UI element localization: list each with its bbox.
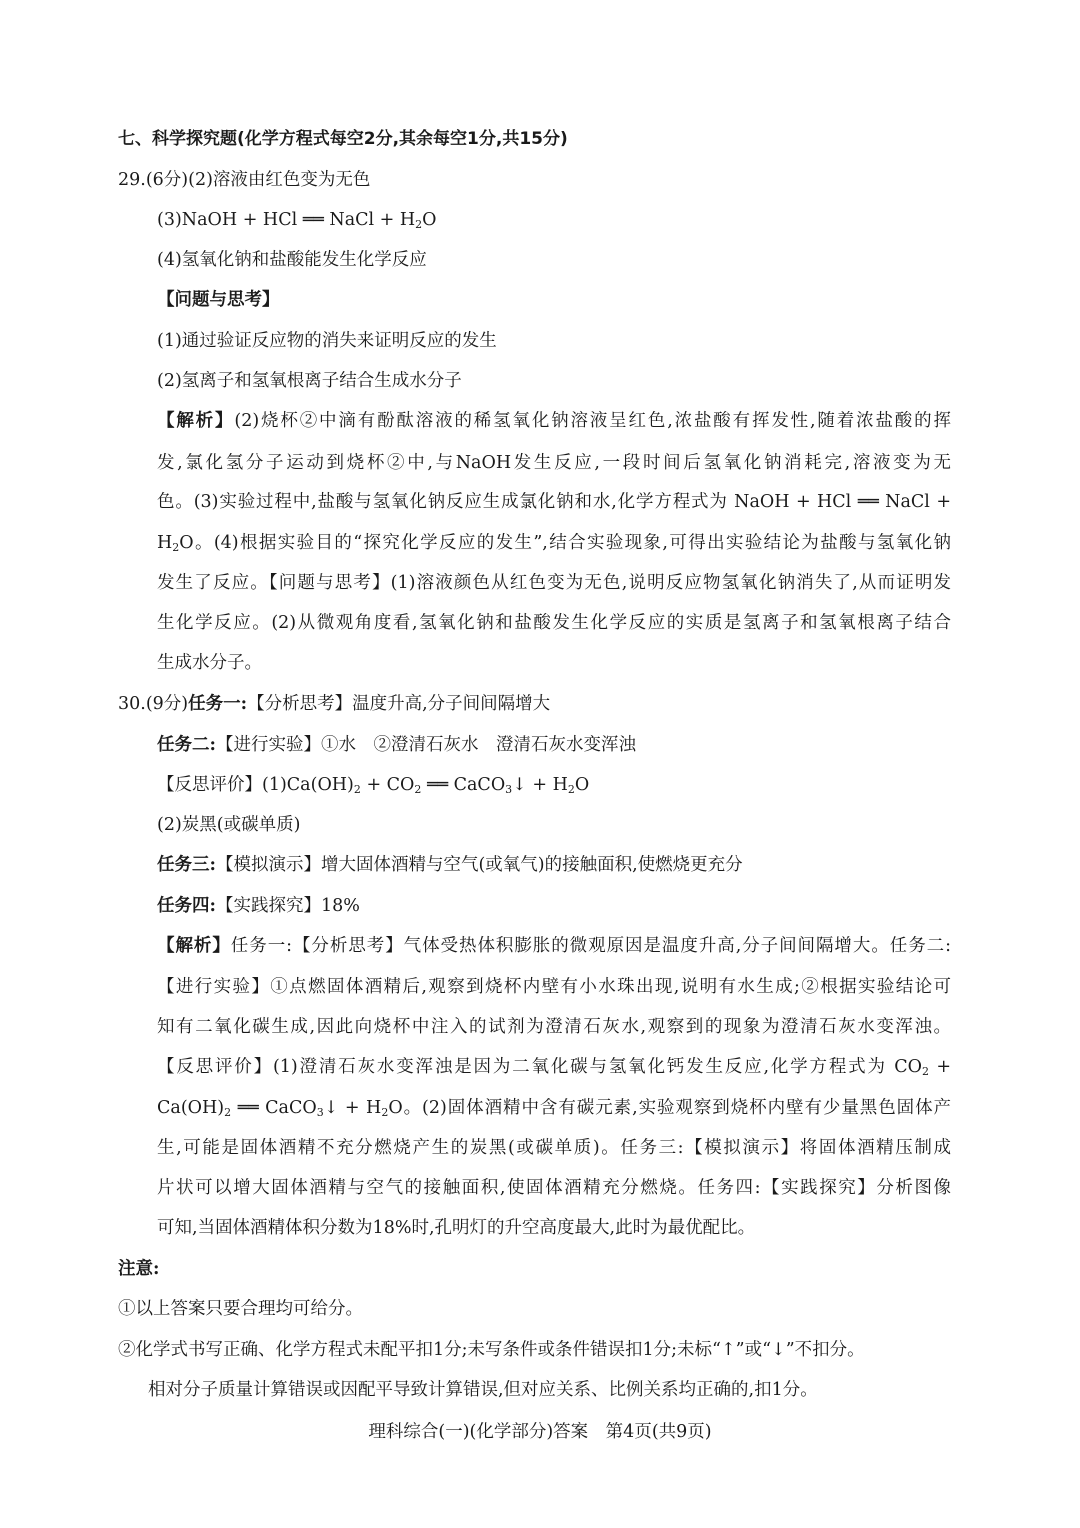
note-2: ②化学式书写正确、化学方程式未配平扣1分;未写条件或条件错误扣1分;未标“↑”或“↓”不扣分。 (118, 1340, 865, 1360)
q30-reflect-1: 【反思评价】$(1)Ca(OH)_2 + CO_2$ ══ CaCO$_3$↓ + $H_2O$ (157, 775, 590, 796)
note-1: ①以上答案只要合理均可给分。 (118, 1299, 363, 1319)
q29-think-title: 【问题与思考】 (157, 290, 280, 310)
q30-reflect-2: (2)炭黑(或碳单质) (157, 815, 301, 835)
q30-analysis-line-4: 【反思评价】(1)澄清石灰水变浑浊是因为二氧化碳与氢氧化钙发生反应,化学方程式为 $CO_2$ + (157, 1057, 951, 1078)
q30-analysis-line-7: 片状可以增大固体酒精与空气的接触面积,使固体酒精充分燃烧。任务四:【实践探究】分析图像 (157, 1178, 951, 1198)
q29-analysis-line-7: 生成水分子。 (157, 653, 262, 673)
q30-task-2: 任务二:【进行实验】①水 ②澄清石灰水 澄清石灰水变浑浊 (157, 735, 636, 755)
q30-analysis-line-8: 可知,当固体酒精体积分数为18%时,孔明灯的升空高度最大,此时为最优配比。 (157, 1218, 756, 1238)
q30-header: 30.(9分)任务一:【分析思考】温度升高,分子间间隔增大 (118, 694, 551, 714)
q29-analysis-line-3: 色。(3)实验过程中,盐酸与氢氧化钠反应生成氯化钠和水,化学方程式为 NaOH + HCl ══ NaCl + (157, 492, 951, 512)
q29-answer-3: (3)NaOH + HCl ══ NaCl + $H_2O$ (157, 210, 437, 231)
q30-analysis-line-6: 生,可能是固体酒精不充分燃烧产生的炭黑(或碳单质)。任务三:【模拟演示】将固体酒精压制成 (157, 1138, 951, 1158)
q30-analysis-line-3: 知有二氧化碳生成,因此向烧杯中注入的试剂为澄清石灰水,观察到的现象为澄清石灰水变浑浊。 (157, 1017, 951, 1037)
q30-analysis-line-2: 【进行实验】①点燃固体酒精后,观察到烧杯内壁有小水珠出现,说明有水生成;②根据实验结论可 (157, 977, 951, 997)
q30-task-3: 任务三:【模拟演示】增大固体酒精与空气(或氧气)的接触面积,使燃烧更充分 (157, 855, 743, 875)
q29-analysis-line-6: 生化学反应。(2)从微观角度看,氢氧化钠和盐酸发生化学反应的实质是氢离子和氢氧根离子结合 (157, 613, 951, 633)
q29-think-2: (2)氢离子和氢氧根离子结合生成水分子 (157, 371, 462, 391)
q29-analysis-line-4: $H_2O$。(4)根据实验目的“探究化学反应的发生”,结合实验现象,可得出实验结论为盐酸与氢氧化钠 (157, 533, 951, 554)
q29-think-1: (1)通过验证反应物的消失来证明反应的发生 (157, 331, 497, 351)
notes-title: 注意: (118, 1259, 160, 1279)
q30-analysis-line-5: $Ca(OH)_2$ ══ CaCO$_3$↓ + $H_2O$。(2)固体酒精中含有碳元素,实验观察到烧杯内壁有少量黑色固体产 (157, 1098, 951, 1119)
q29-answer-4: (4)氢氧化钠和盐酸能发生化学反应 (157, 250, 427, 270)
q30-analysis-line-1: 【解析】任务一:【分析思考】气体受热体积膨胀的微观原因是温度升高,分子间间隔增大。任务二: (157, 936, 952, 956)
q29-header: 29.(6分)(2)溶液由红色变为无色 (118, 170, 371, 190)
q29-analysis-line-2: 发,氯化氢分子运动到烧杯②中,与NaOH发生反应,一段时间后氢氧化钠消耗完,溶液变为无 (157, 453, 951, 473)
section-heading: 七、科学探究题(化学方程式每空2分,其余每空1分,共15分) (118, 129, 568, 149)
page-footer: 理科综合(一)(化学部分)答案 第4页(共9页) (368, 1422, 712, 1442)
q30-task-4: 任务四:【实践探究】18% (157, 896, 360, 916)
note-3: 相对分子质量计算错误或因配平导致计算错误,但对应关系、比例关系均正确的,扣1分。 (148, 1380, 818, 1400)
q29-analysis-line-5: 发生了反应。【问题与思考】(1)溶液颜色从红色变为无色,说明反应物氢氧化钠消失了,从而证明发 (157, 573, 951, 593)
q29-analysis-line-1: 【解析】(2)烧杯②中滴有酚酞溶液的稀氢氧化钠溶液呈红色,浓盐酸有挥发性,随着浓盐酸的挥 (157, 411, 951, 431)
